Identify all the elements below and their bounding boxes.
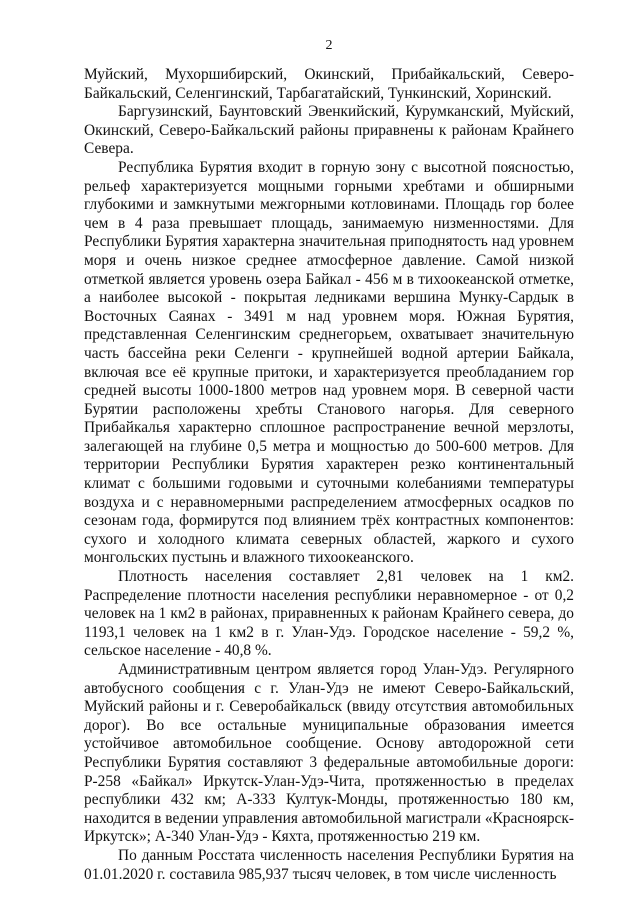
paragraph-population-count: По данным Росстата численность населения Республики Бурятия на 01.01.2020 г. составила 985,937 тысяч человек, в том числе численность (84, 846, 574, 883)
paragraph-far-north-districts: Баргузинский, Баунтовский Эвенкийский, Курумканский, Муйский, Окинский, Северо-Байкальский районы приравнены к районам Крайнего Севера. (84, 103, 574, 158)
paragraph-districts-continued: Муйский, Мухоршибирский, Окинский, Прибайкальский, Северо-Байкальский, Селенгинский, Тарбагатайский, Тункинский, Хоринский. (84, 66, 574, 102)
page-number: 2 (325, 38, 333, 53)
paragraph-transport: Административным центром является город Улан-Удэ. Регулярного автобусного сообщения с г. Улан-Удэ не имеют Северо-Байкальский, Муйский районы и г. Северобайкальск (ввиду отсутствия автомобильных дорог). Во все остальные муниципальные образования имеется устойчивое автомобильное сообщение. Основу автодорожной сети Республики Бурятия составляют 3 федеральные автомобильные дороги: Р-258 «Байкал» Иркутск-Улан-Удэ-Чита, протяженностью в пределах республики 432 км; А-333 Култук-Монды, протяженностью 180 км, находится в ведении управления автомобильной магистрали «Красноярск-Иркутск»; А-340 Улан-Удэ - Кяхта, протяженностью 219 км. (84, 661, 574, 846)
paragraph-population-density: Плотность населения составляет 2,81 человек на 1 км2. Распределение плотности населения республики неравномерное - от 0,2 человек на 1 км2 в районах, приравненных к районам Крайнего севера, до 1193,1 человек на 1 км2 в г. Улан-Удэ. Городское население - 59,2 %, сельское население - 40,8 %. (84, 568, 574, 660)
paragraph-relief-climate: Республика Бурятия входит в горную зону с высотной поясностью, рельеф характеризуется мощными горными хребтами и обширными глубокими и замкнутыми межгорными котловинами. Площадь гор более чем в 4 раза превышает площадь, занимаемую низменностями. Для Республики Бурятия характерна значительная приподнятость над уровнем моря и очень низкое среднее атмосферное давление. Самой низкой отметкой является уровень озера Байкал - 456 м в тихоокеанской отметке, а наиболее высокой - покрытая ледниками вершина Мунку-Сардык в Восточных Саянах - 3491 м над уровнем моря. Южная Бурятия, представленная Селенгинским среднегорьем, охватывает значительную часть бассейна реки Селенги - крупнейшей водной артерии Байкала, включая все её крупные притоки, и характеризуется преобладанием гор средней высоты 1000-1800 метров над уровнем моря. В северной части Бурятии расположены хребты Станового нагорья. Для северного Прибайкалья характерно сплошное распространение вечной мерзлоты, залегающей на глубине 0,5 метра и мощностью до 500-600 метров. Для территории Республики Бурятия характерен резко континентальный климат с большими годовыми и суточными колебаниями температуры воздуха и с неравномерными распределением атмосферных осадков по сезонам года, формирутся под влиянием трёх контрастных компонентов: сухого и холодного климата северных областей, жаркого и сухого монгольских пустынь и влажного тихоокеанского. (84, 158, 574, 567)
document-body (84, 66, 574, 884)
